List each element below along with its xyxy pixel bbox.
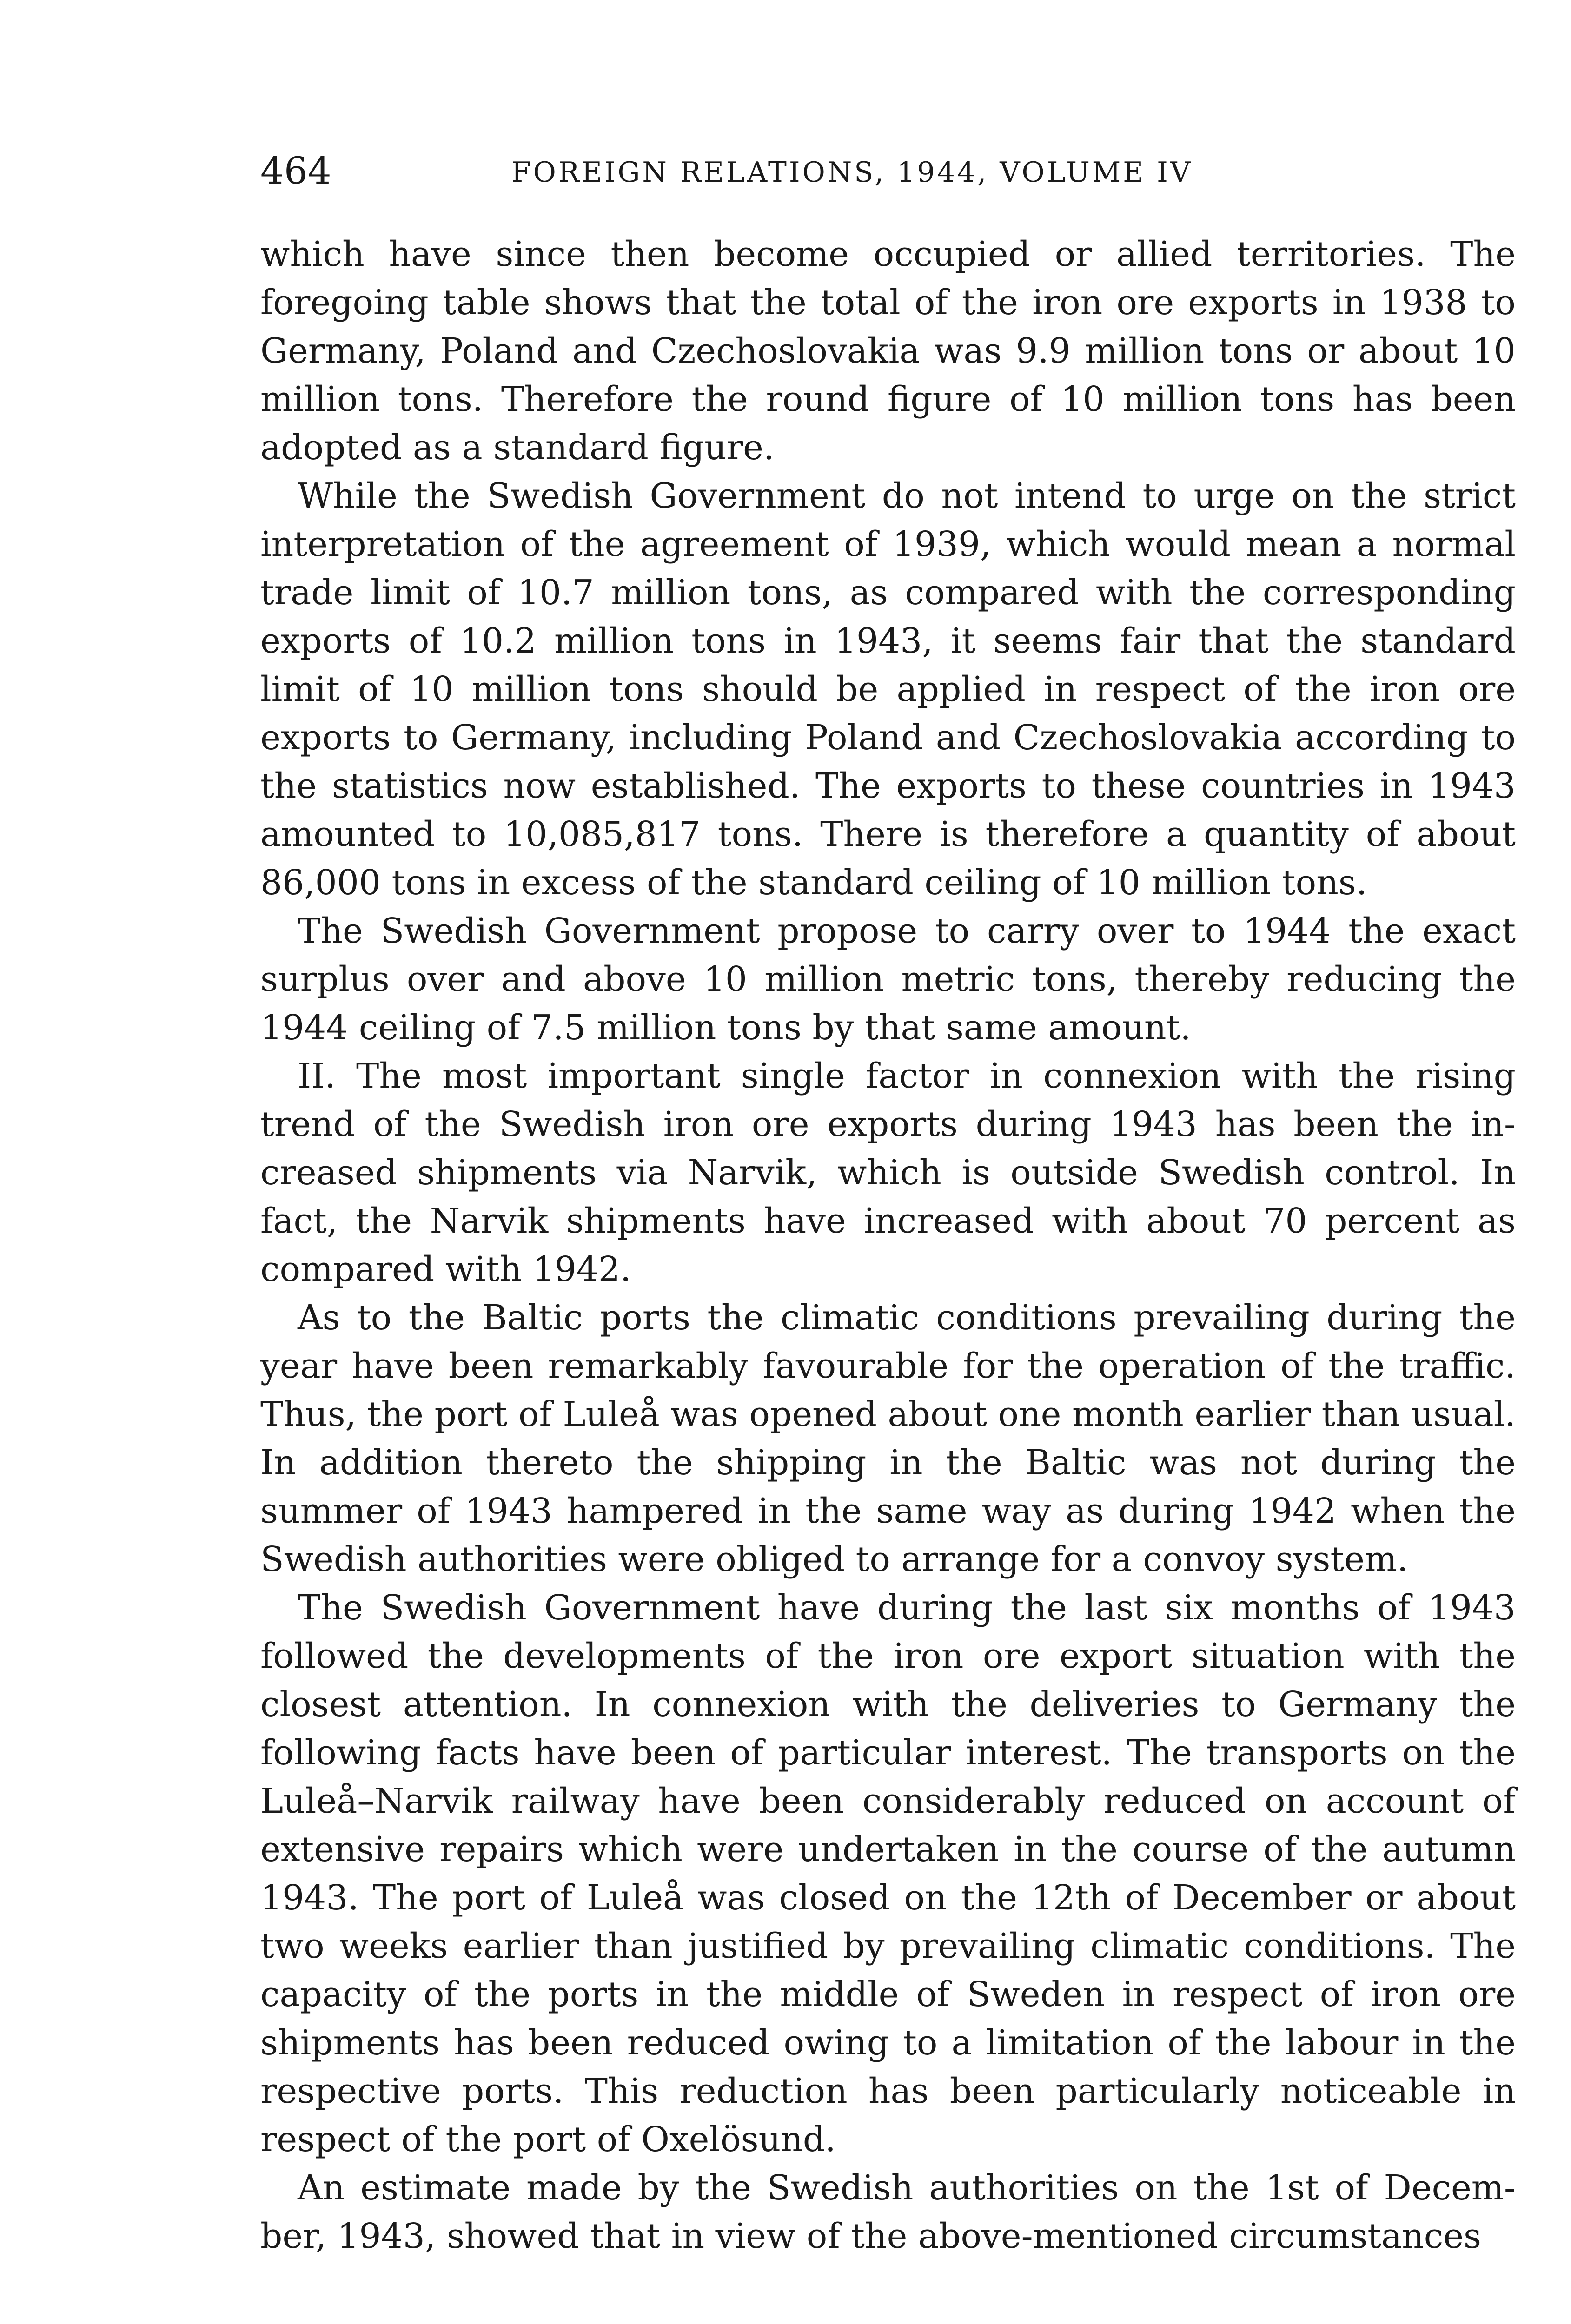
paragraph: The Swedish Government propose to carry over to 1944 the exact surplus over and above 10 million metric tons, thereby reducing the 1944 ceiling of 7.5 million tons by that same amount. [260, 911, 1516, 1048]
paragraph: An estimate made by the Swedish authorities on the 1st of December, 1943, showed that in view of the above-mentioned circumstances [260, 2168, 1516, 2256]
paragraph: As to the Baltic ports the climatic conditions prevailing during the year have been remarkably favourable for the operation of the traffic. Thus, the port of Luleå was opened about one month earlier than usual. In addition thereto the shipping in the Baltic was not during the summer of 1943 hampered in the same way as during 1942 when the Swedish authorities were obliged to arrange for a convoy system. [260, 1298, 1516, 1579]
paragraph: The Swedish Government have during the last six months of 1943 followed the developments of the iron ore export situation with the closest attention. In connexion with the deliveries to Germany the following facts have been of particular interest. The transports on the Luleå–Narvik railway have been considerably reduced on account of extensive repairs which were undertaken in the course of the autumn 1943. The port of Luleå was closed on the 12th of December or about two weeks earlier than justified by prevailing climatic conditions. The capacity of the ports in the middle of Sweden in respect of iron ore shipments has been reduced owing to a limitation of the labour in the respective ports. This reduction has been particularly noticeable in respect of the port of Oxelösund. [260, 1588, 1516, 2159]
body-text [260, 230, 1516, 2260]
paragraph: II. The most important single factor in connexion with the rising trend of the Swedish iron ore exports during 1943 has been the increased shipments via Narvik, which is outside Swedish control. In fact, the Narvik shipments have increased with about 70 percent as compared with 1942. [260, 1056, 1516, 1289]
paragraph: While the Swedish Government do not intend to urge on the strict interpretation of the agreement of 1939, which would mean a normal trade limit of 10.7 million tons, as compared with the corresponding exports of 10.2 million tons in 1943, it seems fair that the standard limit of 10 million tons should be applied in respect of the iron ore exports to Germany, including Poland and Czechoslovakia according to the statistics now established. The exports to these countries in 1943 amounted to 10,085,817 tons. There is therefore a quantity of about 86,000 tons in excess of the standard ceiling of 10 million tons. [260, 476, 1516, 903]
page-header [260, 148, 1516, 199]
running-head: FOREIGN RELATIONS, 1944, VOLUME IV [511, 156, 1193, 189]
paragraph-continuation: which have since then become occupied or allied territories. The foregoing table shows that the total of the iron ore exports in 1938 to Germany, Poland and Czechoslovakia was 9.9 million tons or about 10 million tons. Therefore the round figure of 10 million tons has been adopted as a standard figure. [260, 234, 1516, 468]
page-number: 464 [260, 149, 331, 192]
